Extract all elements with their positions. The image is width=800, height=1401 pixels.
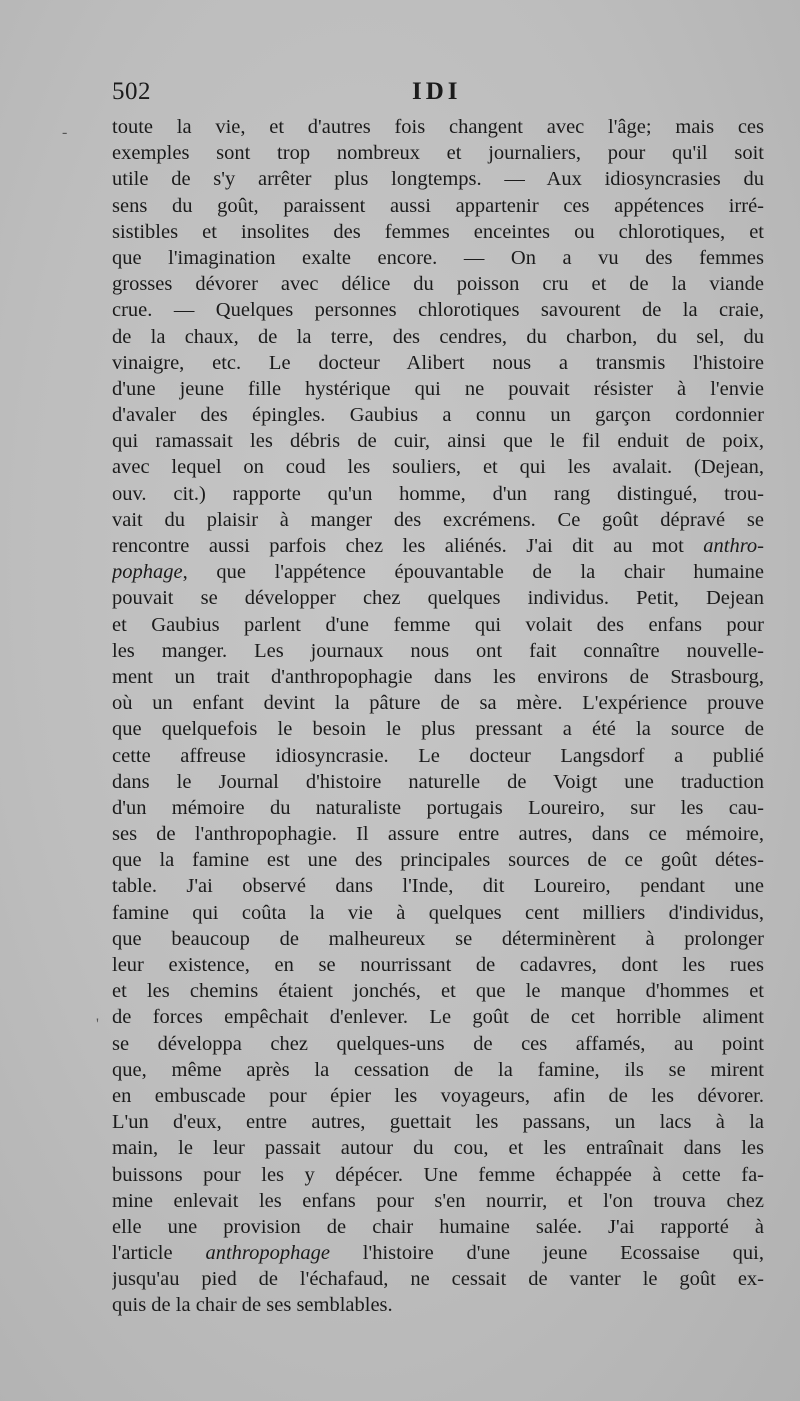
running-head (112, 78, 764, 112)
text-line: ouv. cit.) rapporte qu'un homme, d'un rang distingué, trou- (112, 482, 764, 505)
text-line: d'une jeune fille hystérique qui ne pouvait résister à l'envie (112, 377, 764, 400)
text-line: sistibles et insolites des femmes enceintes ou chlorotiques, et (112, 220, 764, 243)
margin-tick: ' (96, 1016, 99, 1033)
text-line: où un enfant devint la pâture de sa mère. L'expérience prouve (112, 692, 764, 715)
text-line: exemples sont trop nombreux et journaliers, pour qu'il soit (112, 142, 764, 165)
text-line: se développa chez quelques-uns de ces affamés, au point (112, 1032, 764, 1055)
text-line: mine enlevait les enfans pour s'en nourrir, et l'on trouva chez (112, 1189, 764, 1212)
text-line: crue. — Quelques personnes chlorotiques savourent de la craie, (112, 299, 764, 322)
text-line: l'article anthropophage l'histoire d'une jeune Ecossaise qui, (112, 1242, 764, 1265)
text-line: que quelquefois le besoin le plus pressant a été la source de (112, 718, 764, 741)
text-line: grosses dévorer avec délice du poisson cru et de la viande (112, 273, 764, 296)
text-line: ses de l'anthropophagie. Il assure entre autres, dans ce mémoire, (112, 823, 764, 846)
text-line: dans le Journal d'histoire naturelle de Voigt une traduction (112, 770, 764, 793)
text-line: utile de s'y arrêter plus longtemps. — Aux idiosyncrasies du (112, 168, 764, 191)
text-line: rencontre aussi parfois chez les aliénés. J'ai dit au mot anthro- (112, 535, 764, 557)
text-line: vait du plaisir à manger des excrémens. Ce goût dépravé se (112, 508, 764, 531)
text-line: de forces empêchait d'enlever. Le goût de cet horrible aliment (112, 1006, 764, 1029)
text-line: cette affreuse idiosyncrasie. Le docteur Langsdorf a publié (112, 744, 764, 767)
page-number: 502 (112, 78, 151, 105)
text-line: L'un d'eux, entre autres, guettait les passans, un lacs à la (112, 1111, 764, 1134)
text-line: buissons pour les y dépécer. Une femme échappée à cette fa- (112, 1163, 764, 1186)
text-line: et les chemins étaient jonchés, et que le manque d'hommes et (112, 980, 764, 1003)
text-line: quis de la chair de ses semblables. (112, 1294, 393, 1317)
text-line: avec lequel on coud les souliers, et qui les avalait. (Dejean, (112, 456, 764, 479)
margin-dash: - (62, 124, 68, 141)
text-line: main, le leur passait autour du cou, et les entraînait dans les (112, 1137, 764, 1160)
text-line: que beaucoup de malheureux se déterminèrent à prolonger (112, 927, 764, 950)
running-title: IDI (412, 78, 462, 105)
body-text (112, 114, 764, 1319)
text-line: leur existence, en se nourrissant de cadavres, dont les rues (112, 954, 764, 976)
text-line: jusqu'au pied de l'échafaud, ne cessait de vanter le goût ex- (112, 1268, 764, 1291)
text-line: ment un trait d'anthropophagie dans les environs de Strasbourg, (112, 665, 764, 688)
text-line: d'un mémoire du naturaliste portugais Loureiro, sur les cau- (112, 796, 764, 819)
text-line: sens du goût, paraissent aussi appartenir ces appétences irré- (112, 194, 764, 217)
text-line: elle une provision de chair humaine salée. J'ai rapporté à (112, 1215, 764, 1238)
text-line: d'avaler des épingles. Gaubius a connu un garçon cordonnier (112, 404, 764, 427)
text-line: table. J'ai observé dans l'Inde, dit Loureiro, pendant une (112, 875, 764, 898)
text-line: de la chaux, de la terre, des cendres, du charbon, du sel, du (112, 325, 764, 348)
text-line: vinaigre, etc. Le docteur Alibert nous a transmis l'histoire (112, 351, 764, 374)
text-line: les manger. Les journaux nous ont fait connaître nouvelle- (112, 639, 764, 662)
text-line: qui ramassait les débris de cuir, ainsi que le fil enduit de poix, (112, 430, 764, 453)
text-line: et Gaubius parlent d'une femme qui volait des enfans pour (112, 613, 764, 636)
text-line: que l'imagination exalte encore. — On a vu des femmes (112, 246, 764, 269)
text-line: en embuscade pour épier les voyageurs, afin de les dévorer. (112, 1084, 764, 1107)
text-line: pophage, que l'appétence épouvantable de la chair humaine (112, 561, 764, 584)
text-line: que, même après la cessation de la famine, ils se mirent (112, 1058, 764, 1081)
text-line: pouvait se développer chez quelques individus. Petit, Dejean (112, 587, 764, 610)
text-line: que la famine est une des principales sources de ce goût détes- (112, 849, 764, 872)
text-line: toute la vie, et d'autres fois changent avec l'âge; mais ces (112, 116, 764, 138)
text-line: famine qui coûta la vie à quelques cent milliers d'individus, (112, 901, 764, 924)
